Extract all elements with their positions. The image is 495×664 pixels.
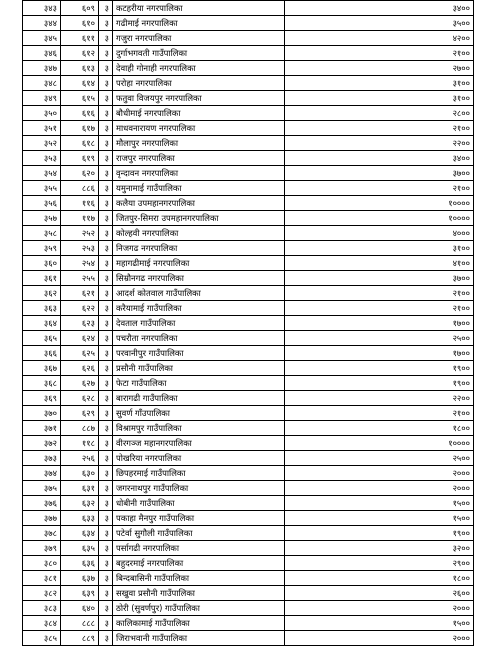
amount-cell: २००० bbox=[285, 601, 474, 616]
table-body bbox=[23, 1, 474, 646]
code-cell: ६२३ bbox=[61, 316, 99, 331]
table-row bbox=[23, 511, 474, 526]
table-row bbox=[23, 271, 474, 286]
municipality-name-cell: परोहा नगरपालिका bbox=[113, 76, 285, 91]
code-cell: ६३३ bbox=[61, 511, 99, 526]
amount-cell: १५०० bbox=[285, 511, 474, 526]
serial-number-cell: ३५२ bbox=[23, 136, 61, 151]
code-cell: ८८८ bbox=[61, 616, 99, 631]
amount-cell: २००० bbox=[285, 481, 474, 496]
code-cell: ६२६ bbox=[61, 361, 99, 376]
code-cell: ६१० bbox=[61, 16, 99, 31]
municipality-name-cell: सिम्रौनगढ नगरपालिका bbox=[113, 271, 285, 286]
serial-number-cell: ३७८ bbox=[23, 526, 61, 541]
serial-number-cell: ३५५ bbox=[23, 181, 61, 196]
serial-number-cell: ३६१ bbox=[23, 271, 61, 286]
province-cell: ३ bbox=[99, 481, 113, 496]
amount-cell: २१०० bbox=[285, 286, 474, 301]
amount-cell: २६०० bbox=[285, 586, 474, 601]
serial-number-cell: ३७७ bbox=[23, 511, 61, 526]
code-cell: ८८९ bbox=[61, 631, 99, 646]
amount-cell: १५०० bbox=[285, 616, 474, 631]
amount-cell: २००० bbox=[285, 466, 474, 481]
table-row bbox=[23, 211, 474, 226]
table-row bbox=[23, 346, 474, 361]
table-row bbox=[23, 181, 474, 196]
municipality-name-cell: वीरगञ्ज महानगरपालिका bbox=[113, 436, 285, 451]
municipality-name-cell: कालिकामाई गाउँपालिका bbox=[113, 616, 285, 631]
table-row bbox=[23, 241, 474, 256]
amount-cell: ३७०० bbox=[285, 166, 474, 181]
serial-number-cell: ३५९ bbox=[23, 241, 61, 256]
amount-cell: २००० bbox=[285, 631, 474, 646]
table-row bbox=[23, 1, 474, 16]
serial-number-cell: ३४८ bbox=[23, 76, 61, 91]
province-cell: ३ bbox=[99, 166, 113, 181]
municipality-name-cell: बिन्दबासिनी गाउँपालिका bbox=[113, 571, 285, 586]
province-cell: ३ bbox=[99, 301, 113, 316]
serial-number-cell: ३७१ bbox=[23, 421, 61, 436]
municipality-name-cell: धोबीनी गाउँपालिका bbox=[113, 496, 285, 511]
serial-number-cell: ३६० bbox=[23, 256, 61, 271]
province-cell: ३ bbox=[99, 91, 113, 106]
province-cell: ३ bbox=[99, 46, 113, 61]
amount-cell: १८०० bbox=[285, 571, 474, 586]
municipality-name-cell: देवताल गाउँपालिका bbox=[113, 316, 285, 331]
amount-cell: २१०० bbox=[285, 121, 474, 136]
serial-number-cell: ३७३ bbox=[23, 451, 61, 466]
municipality-name-cell: कटहरीया नगरपालिका bbox=[113, 1, 285, 16]
table-row bbox=[23, 136, 474, 151]
code-cell: ६१९ bbox=[61, 151, 99, 166]
municipality-name-cell: पर्सागढी नगरपालिका bbox=[113, 541, 285, 556]
municipality-name-cell: परवानीपुर गाउँपालिका bbox=[113, 346, 285, 361]
municipality-name-cell: मौलापुर नगरपालिका bbox=[113, 136, 285, 151]
municipality-name-cell: फतुवा विजयपुर नगरपालिका bbox=[113, 91, 285, 106]
table-row bbox=[23, 601, 474, 616]
province-cell: ३ bbox=[99, 376, 113, 391]
code-cell: ६३५ bbox=[61, 541, 99, 556]
amount-cell: २१०० bbox=[285, 46, 474, 61]
municipality-name-cell: देवाही गोनाही नगरपालिका bbox=[113, 61, 285, 76]
serial-number-cell: ३४३ bbox=[23, 1, 61, 16]
province-cell: ३ bbox=[99, 331, 113, 346]
province-cell: ३ bbox=[99, 61, 113, 76]
province-cell: ३ bbox=[99, 196, 113, 211]
table-row bbox=[23, 526, 474, 541]
table-row bbox=[23, 46, 474, 61]
municipality-name-cell: माधवनारायण नगरपालिका bbox=[113, 121, 285, 136]
province-cell: ३ bbox=[99, 151, 113, 166]
province-cell: ३ bbox=[99, 271, 113, 286]
amount-cell: २५०० bbox=[285, 451, 474, 466]
amount-cell: ३७०० bbox=[285, 271, 474, 286]
serial-number-cell: ३६९ bbox=[23, 391, 61, 406]
code-cell: ६२७ bbox=[61, 376, 99, 391]
serial-number-cell: ३४४ bbox=[23, 16, 61, 31]
municipality-name-cell: पटेर्वा सुगौली गाउँपालिका bbox=[113, 526, 285, 541]
amount-cell: ३५०० bbox=[285, 16, 474, 31]
amount-cell: २५०० bbox=[285, 331, 474, 346]
province-cell: ३ bbox=[99, 526, 113, 541]
province-cell: ३ bbox=[99, 586, 113, 601]
table-row bbox=[23, 541, 474, 556]
code-cell: ६३२ bbox=[61, 496, 99, 511]
serial-number-cell: ३८२ bbox=[23, 586, 61, 601]
code-cell: ६४० bbox=[61, 601, 99, 616]
municipality-name-cell: बौधीमाई नगरपालिका bbox=[113, 106, 285, 121]
code-cell: २५५ bbox=[61, 271, 99, 286]
province-cell: ३ bbox=[99, 256, 113, 271]
municipality-name-cell: जिराभवानी गाउँपालिका bbox=[113, 631, 285, 646]
code-cell: २५६ bbox=[61, 451, 99, 466]
serial-number-cell: ३८५ bbox=[23, 631, 61, 646]
code-cell: ८८७ bbox=[61, 421, 99, 436]
table-row bbox=[23, 406, 474, 421]
code-cell: २५३ bbox=[61, 241, 99, 256]
table-row bbox=[23, 481, 474, 496]
table-row bbox=[23, 61, 474, 76]
municipality-name-cell: पचरौता नगरपालिका bbox=[113, 331, 285, 346]
municipality-name-cell: दुर्गाभगवती गाउँपालिका bbox=[113, 46, 285, 61]
table-row bbox=[23, 331, 474, 346]
province-cell: ३ bbox=[99, 136, 113, 151]
serial-number-cell: ३८१ bbox=[23, 571, 61, 586]
municipality-name-cell: गजुरा नगरपालिका bbox=[113, 31, 285, 46]
province-cell: ३ bbox=[99, 121, 113, 136]
province-cell: ३ bbox=[99, 241, 113, 256]
province-cell: ३ bbox=[99, 1, 113, 16]
serial-number-cell: ३५६ bbox=[23, 196, 61, 211]
amount-cell: १०००० bbox=[285, 436, 474, 451]
serial-number-cell: ३६४ bbox=[23, 316, 61, 331]
amount-cell: ३४०० bbox=[285, 1, 474, 16]
province-cell: ३ bbox=[99, 31, 113, 46]
code-cell: ६१५ bbox=[61, 91, 99, 106]
serial-number-cell: ३४५ bbox=[23, 31, 61, 46]
amount-cell: २१०० bbox=[285, 301, 474, 316]
amount-cell: ४००० bbox=[285, 226, 474, 241]
amount-cell: १५०० bbox=[285, 496, 474, 511]
province-cell: ३ bbox=[99, 436, 113, 451]
province-cell: ३ bbox=[99, 511, 113, 526]
table-row bbox=[23, 496, 474, 511]
serial-number-cell: ३६५ bbox=[23, 331, 61, 346]
amount-cell: ३१०० bbox=[285, 91, 474, 106]
serial-number-cell: ३५४ bbox=[23, 166, 61, 181]
table-row bbox=[23, 616, 474, 631]
code-cell: ६१२ bbox=[61, 46, 99, 61]
code-cell: ६२१ bbox=[61, 286, 99, 301]
serial-number-cell: ३५० bbox=[23, 106, 61, 121]
municipality-name-cell: वृन्दावन नगरपालिका bbox=[113, 166, 285, 181]
table-row bbox=[23, 196, 474, 211]
serial-number-cell: ३८० bbox=[23, 556, 61, 571]
table-row bbox=[23, 106, 474, 121]
code-cell: ६३० bbox=[61, 466, 99, 481]
serial-number-cell: ३५७ bbox=[23, 211, 61, 226]
code-cell: ११७ bbox=[61, 211, 99, 226]
serial-number-cell: ३५१ bbox=[23, 121, 61, 136]
municipality-budget-table bbox=[22, 0, 474, 646]
municipality-name-cell: गढीमाई नगरपालिका bbox=[113, 16, 285, 31]
serial-number-cell: ३५३ bbox=[23, 151, 61, 166]
province-cell: ३ bbox=[99, 541, 113, 556]
table-row bbox=[23, 151, 474, 166]
amount-cell: १७०० bbox=[285, 316, 474, 331]
amount-cell: १०००० bbox=[285, 196, 474, 211]
province-cell: ३ bbox=[99, 571, 113, 586]
municipality-name-cell: फेटा गाउँपालिका bbox=[113, 376, 285, 391]
province-cell: ३ bbox=[99, 556, 113, 571]
amount-cell: २७०० bbox=[285, 61, 474, 76]
amount-cell: ३२०० bbox=[285, 541, 474, 556]
municipality-name-cell: कोल्हवी नगरपालिका bbox=[113, 226, 285, 241]
municipality-name-cell: महागढीमाई नगरपालिका bbox=[113, 256, 285, 271]
province-cell: ३ bbox=[99, 211, 113, 226]
serial-number-cell: ३७९ bbox=[23, 541, 61, 556]
table-row bbox=[23, 556, 474, 571]
table-row bbox=[23, 316, 474, 331]
municipality-name-cell: जितपुर-सिमरा उपमहानगरपालिका bbox=[113, 211, 285, 226]
amount-cell: २१०० bbox=[285, 406, 474, 421]
municipality-name-cell: पकाहा मैनपुर गाउँपालिका bbox=[113, 511, 285, 526]
code-cell: २५४ bbox=[61, 256, 99, 271]
code-cell: ६३९ bbox=[61, 586, 99, 601]
code-cell: ६११ bbox=[61, 31, 99, 46]
table-row bbox=[23, 91, 474, 106]
municipality-name-cell: निजगढ नगरपालिका bbox=[113, 241, 285, 256]
amount-cell: १७०० bbox=[285, 346, 474, 361]
table-row bbox=[23, 586, 474, 601]
table-row bbox=[23, 166, 474, 181]
table-row bbox=[23, 286, 474, 301]
province-cell: ३ bbox=[99, 106, 113, 121]
municipality-name-cell: बहुदरमाई नगरपालिका bbox=[113, 556, 285, 571]
serial-number-cell: ३४६ bbox=[23, 46, 61, 61]
serial-number-cell: ३८३ bbox=[23, 601, 61, 616]
code-cell: २५२ bbox=[61, 226, 99, 241]
code-cell: ६३६ bbox=[61, 556, 99, 571]
code-cell: ६२२ bbox=[61, 301, 99, 316]
amount-cell: १०००० bbox=[285, 211, 474, 226]
serial-number-cell: ३६७ bbox=[23, 361, 61, 376]
serial-number-cell: ३७४ bbox=[23, 466, 61, 481]
table-row bbox=[23, 466, 474, 481]
serial-number-cell: ३६३ bbox=[23, 301, 61, 316]
code-cell: ११६ bbox=[61, 196, 99, 211]
code-cell: ६२८ bbox=[61, 391, 99, 406]
province-cell: ३ bbox=[99, 286, 113, 301]
municipality-name-cell: सखुवा प्रसौनी गाउँपालिका bbox=[113, 586, 285, 601]
amount-cell: २२०० bbox=[285, 136, 474, 151]
province-cell: ३ bbox=[99, 496, 113, 511]
province-cell: ३ bbox=[99, 631, 113, 646]
serial-number-cell: ३४९ bbox=[23, 91, 61, 106]
province-cell: ३ bbox=[99, 181, 113, 196]
table-row bbox=[23, 436, 474, 451]
code-cell: ६३१ bbox=[61, 481, 99, 496]
serial-number-cell: ३७५ bbox=[23, 481, 61, 496]
province-cell: ३ bbox=[99, 601, 113, 616]
amount-cell: २२०० bbox=[285, 391, 474, 406]
municipality-name-cell: प्रसौनी गाउँपालिका bbox=[113, 361, 285, 376]
table-row bbox=[23, 16, 474, 31]
amount-cell: ३१०० bbox=[285, 76, 474, 91]
municipality-name-cell: विश्रामपुर गाउँपालिका bbox=[113, 421, 285, 436]
amount-cell: १९०० bbox=[285, 526, 474, 541]
serial-number-cell: ३७० bbox=[23, 406, 61, 421]
amount-cell: ४२०० bbox=[285, 31, 474, 46]
province-cell: ३ bbox=[99, 391, 113, 406]
municipality-name-cell: जगरनाथपुर गाउँपालिका bbox=[113, 481, 285, 496]
amount-cell: २८०० bbox=[285, 106, 474, 121]
province-cell: ३ bbox=[99, 226, 113, 241]
table-row bbox=[23, 451, 474, 466]
code-cell: ६२५ bbox=[61, 346, 99, 361]
serial-number-cell: ३६८ bbox=[23, 376, 61, 391]
code-cell: ११८ bbox=[61, 436, 99, 451]
table-row bbox=[23, 76, 474, 91]
table-row bbox=[23, 631, 474, 646]
table-row bbox=[23, 361, 474, 376]
province-cell: ३ bbox=[99, 316, 113, 331]
province-cell: ३ bbox=[99, 361, 113, 376]
province-cell: ३ bbox=[99, 421, 113, 436]
table-row bbox=[23, 256, 474, 271]
municipality-name-cell: आदर्श कोतवाल गाउँपालिका bbox=[113, 286, 285, 301]
amount-cell: १९०० bbox=[285, 376, 474, 391]
province-cell: ३ bbox=[99, 16, 113, 31]
province-cell: ३ bbox=[99, 466, 113, 481]
serial-number-cell: ३५८ bbox=[23, 226, 61, 241]
amount-cell: १९०० bbox=[285, 361, 474, 376]
province-cell: ३ bbox=[99, 76, 113, 91]
table-row bbox=[23, 226, 474, 241]
municipality-name-cell: छिपहरमाई गाउँपालिका bbox=[113, 466, 285, 481]
amount-cell: ३४०० bbox=[285, 151, 474, 166]
amount-cell: २९०० bbox=[285, 556, 474, 571]
table-row bbox=[23, 421, 474, 436]
amount-cell: ३१०० bbox=[285, 241, 474, 256]
municipality-name-cell: कलैया उपमहानगरपालिका bbox=[113, 196, 285, 211]
province-cell: ३ bbox=[99, 406, 113, 421]
serial-number-cell: ३४७ bbox=[23, 61, 61, 76]
table-row bbox=[23, 31, 474, 46]
code-cell: ६२९ bbox=[61, 406, 99, 421]
code-cell: ६१७ bbox=[61, 121, 99, 136]
code-cell: ६३४ bbox=[61, 526, 99, 541]
code-cell: ६१६ bbox=[61, 106, 99, 121]
serial-number-cell: ३६६ bbox=[23, 346, 61, 361]
serial-number-cell: ३७६ bbox=[23, 496, 61, 511]
table-row bbox=[23, 571, 474, 586]
code-cell: ६१८ bbox=[61, 136, 99, 151]
code-cell: ६१३ bbox=[61, 61, 99, 76]
municipality-name-cell: राजपुर नगरपालिका bbox=[113, 151, 285, 166]
serial-number-cell: ३८४ bbox=[23, 616, 61, 631]
amount-cell: ४१०० bbox=[285, 256, 474, 271]
code-cell: ६२४ bbox=[61, 331, 99, 346]
table-row bbox=[23, 301, 474, 316]
municipality-name-cell: सुवर्ण गाँउपालिका bbox=[113, 406, 285, 421]
code-cell: ६१४ bbox=[61, 76, 99, 91]
serial-number-cell: ३६२ bbox=[23, 286, 61, 301]
municipality-name-cell: ठोरी (सुवर्णपुर) गाउँपालिका bbox=[113, 601, 285, 616]
code-cell: ६२० bbox=[61, 166, 99, 181]
code-cell: ६३७ bbox=[61, 571, 99, 586]
amount-cell: १८०० bbox=[285, 421, 474, 436]
municipality-name-cell: यमुनामाई गाउँपालिका bbox=[113, 181, 285, 196]
province-cell: ३ bbox=[99, 616, 113, 631]
serial-number-cell: ३७२ bbox=[23, 436, 61, 451]
municipality-name-cell: करैयामाई गाउँपालिका bbox=[113, 301, 285, 316]
municipality-name-cell: बारागढी गाउँपालिका bbox=[113, 391, 285, 406]
province-cell: ३ bbox=[99, 346, 113, 361]
table-row bbox=[23, 376, 474, 391]
amount-cell: २१०० bbox=[285, 181, 474, 196]
table-row bbox=[23, 121, 474, 136]
municipality-name-cell: पोखरिया नगरपालिका bbox=[113, 451, 285, 466]
province-cell: ३ bbox=[99, 451, 113, 466]
code-cell: ६०९ bbox=[61, 1, 99, 16]
table-row bbox=[23, 391, 474, 406]
code-cell: ८८६ bbox=[61, 181, 99, 196]
